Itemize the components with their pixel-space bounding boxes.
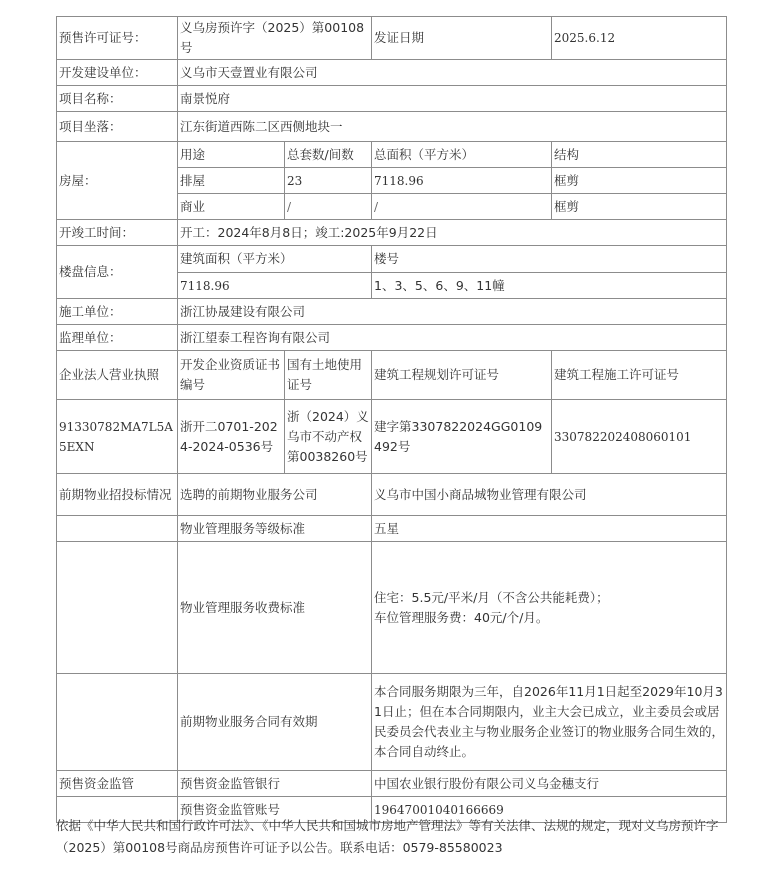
property-company-value: 义乌市中国小商品城物业管理有限公司 bbox=[372, 474, 727, 516]
housing-cell: 23 bbox=[285, 168, 372, 194]
contractor-row bbox=[57, 299, 727, 325]
supervisor-row bbox=[57, 325, 727, 351]
property-bidding-label: 前期物业招投标情况 bbox=[57, 474, 178, 516]
housing-cell: 框剪 bbox=[552, 194, 727, 220]
housing-cell: 商业 bbox=[178, 194, 285, 220]
developer-row bbox=[57, 60, 727, 86]
property-fee-value bbox=[372, 542, 727, 674]
permit-row bbox=[57, 17, 727, 60]
housing-header: 总套数/间数 bbox=[285, 142, 372, 168]
building-label: 楼盘信息： bbox=[57, 246, 178, 299]
schedule-label: 开竣工时间： bbox=[57, 220, 178, 246]
property-grade-label: 物业管理服务等级标准 bbox=[178, 516, 372, 542]
schedule-row bbox=[57, 220, 727, 246]
licenses-value-row bbox=[57, 400, 727, 474]
property-contract-label: 前期物业服务合同有效期 bbox=[178, 674, 372, 771]
location-label: 项目坐落： bbox=[57, 112, 178, 142]
issue-date-label: 发证日期 bbox=[372, 17, 552, 60]
housing-cell: / bbox=[372, 194, 552, 220]
escrow-label: 预售资金监管 bbox=[57, 771, 178, 797]
building-area-header: 建筑面积（平方米） bbox=[178, 246, 372, 273]
housing-header: 结构 bbox=[552, 142, 727, 168]
license-header: 建筑工程规划许可证号 bbox=[372, 351, 552, 400]
location-row bbox=[57, 112, 727, 142]
building-area-value: 7118.96 bbox=[178, 273, 372, 299]
project-name-label: 项目名称： bbox=[57, 86, 178, 112]
license-header: 国有土地使用证号 bbox=[285, 351, 372, 400]
parking-fee: 车位管理服务费：40元/个/月。 bbox=[374, 609, 549, 625]
property-company-label: 选聘的前期物业服务公司 bbox=[178, 474, 372, 516]
escrow-bank-value: 中国农业银行股份有限公司义乌金穗支行 bbox=[372, 771, 727, 797]
property-fee-row bbox=[57, 542, 727, 674]
housing-cell: 排屋 bbox=[178, 168, 285, 194]
contractor-value: 浙江协晟建设有限公司 bbox=[178, 299, 727, 325]
property-grade-value: 五星 bbox=[372, 516, 727, 542]
project-name-row bbox=[57, 86, 727, 112]
building-no-header: 楼号 bbox=[372, 246, 727, 273]
building-no-value: 1、3、5、6、9、11幢 bbox=[372, 273, 727, 299]
escrow-bank-row bbox=[57, 771, 727, 797]
housing-header: 总面积（平方米） bbox=[372, 142, 552, 168]
property-company-row bbox=[57, 474, 727, 516]
housing-label: 房屋： bbox=[57, 142, 178, 220]
schedule-value: 开工：2024年8月8日；竣工:2025年9月22日 bbox=[178, 220, 727, 246]
licenses-header-row bbox=[57, 351, 727, 400]
presale-permit-table bbox=[56, 16, 727, 823]
housing-cell: 框剪 bbox=[552, 168, 727, 194]
escrow-account-label: 预售资金监管账号 bbox=[178, 797, 372, 823]
property-contract-row bbox=[57, 674, 727, 771]
license-header: 开发企业资质证书编号 bbox=[178, 351, 285, 400]
supervisor-value: 浙江望泰工程咨询有限公司 bbox=[178, 325, 727, 351]
project-name-value: 南景悦府 bbox=[178, 86, 727, 112]
property-contract-value: 本合同服务期限为三年，自2026年11月1日起至2029年10月31日止；但在本合同期限内，业主大会已成立，业主委员会或居民委员会代表业主与物业服务企业签订的物业服务合同生效的，本合同自动终止。 bbox=[372, 674, 727, 771]
location-value: 江东街道西陈二区西侧地块一 bbox=[178, 112, 727, 142]
developer-value: 义乌市天壹置业有限公司 bbox=[178, 60, 727, 86]
escrow-account-value: 19647001040166669 bbox=[372, 797, 727, 823]
supervisor-label: 监理单位： bbox=[57, 325, 178, 351]
housing-cell: / bbox=[285, 194, 372, 220]
permit-no-value: 义乌房预许字（2025）第00108号 bbox=[178, 17, 372, 60]
construction-permit-no: 330782202408060101 bbox=[552, 400, 727, 474]
developer-label: 开发建设单位： bbox=[57, 60, 178, 86]
contractor-label: 施工单位： bbox=[57, 299, 178, 325]
housing-cell: 7118.96 bbox=[372, 168, 552, 194]
legal-notice: 依据《中华人民共和国行政许可法》、《中华人民共和国城市房地产管理法》等有关法律、法规的规定，现对义乌房预许字（2025）第00108号商品房预售许可证予以公告。联系电话：0579-85580023 bbox=[56, 818, 719, 855]
property-fee-label: 物业管理服务收费标准 bbox=[178, 542, 372, 674]
housing-header-row bbox=[57, 142, 727, 168]
qualification-cert-no: 浙开二0701-2024-2024-0536号 bbox=[178, 400, 285, 474]
housing-header: 用途 bbox=[178, 142, 285, 168]
permit-no-label: 预售许可证号： bbox=[57, 17, 178, 60]
license-header: 建筑工程施工许可证号 bbox=[552, 351, 727, 400]
property-grade-row bbox=[57, 516, 727, 542]
building-header-row bbox=[57, 246, 727, 273]
escrow-bank-label: 预售资金监管银行 bbox=[178, 771, 372, 797]
planning-permit-no: 建字第3307822024GG0109492号 bbox=[372, 400, 552, 474]
license-header: 企业法人营业执照 bbox=[57, 351, 178, 400]
business-license-no: 91330782MA7L5A5EXN bbox=[57, 400, 178, 474]
residential-fee: 住宅：5.5元/平米/月（不含公共能耗费）； bbox=[374, 589, 609, 605]
issue-date-value: 2025.6.12 bbox=[552, 17, 727, 60]
land-use-cert-no: 浙（2024）义乌市不动产权第0038260号 bbox=[285, 400, 372, 474]
